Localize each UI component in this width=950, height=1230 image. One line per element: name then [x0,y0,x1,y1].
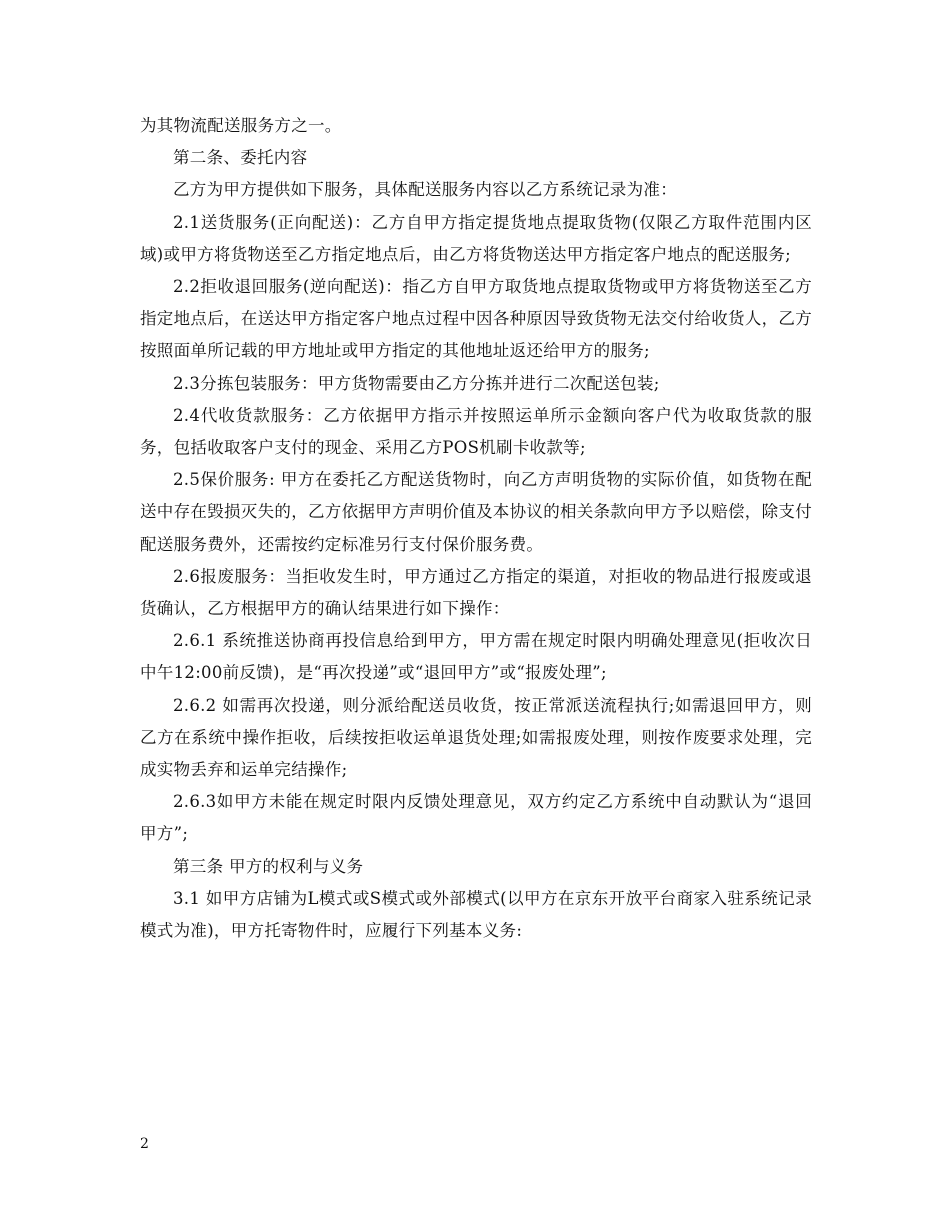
paragraph-services-intro: 乙方为甲方提供如下服务，具体配送服务内容以乙方系统记录为准： [173,180,677,200]
clause-2-5: 2.5保价服务: 甲方在委托乙方配送货物时，向乙方声明货物的实际价值，如货物在配送中存在毁损灭失的，乙方依据甲方声明价值及本协议的相关条款向甲方予以赔偿，除支付配送服务费外，还需按约定标准另行支付保价服务费。 [140,470,812,554]
clause-2-6-1: 2.6.1 系统推送协商再投信息给到甲方，甲方需在规定时限内明确处理意见(拒收次日中午12:00前反馈)，是“再次投递”或“退回甲方”或“报废处理”; [140,631,812,683]
clause-2-2: 2.2拒收退回服务(逆向配送)：指乙方自甲方取货地点提取货物或甲方将货物送至乙方指定地点后，在送达甲方指定客户地点过程中因各种原因导致货物无法交付给收货人，乙方按照面单所记载的甲方地址或甲方指定的其他地址返还给甲方的服务; [140,277,812,361]
clause-2-6: 2.6报废服务：当拒收发生时，甲方通过乙方指定的渠道，对拒收的物品进行报废或退货确认，乙方根据甲方的确认结果进行如下操作： [140,566,812,619]
section-heading-article-2: 第二条、委托内容 [173,148,308,168]
document-body [140,110,812,947]
clause-2-3: 2.3分拣包装服务：甲方货物需要由乙方分拣并进行二次配送包装; [173,373,660,393]
page-number: 2 [140,1136,149,1152]
paragraph-continuation: 为其物流配送服务方之一。 [140,116,342,135]
clause-2-6-2: 2.6.2 如需再次投递，则分派给配送员收货，按正常派送流程执行;如需退回甲方，则乙方在系统中操作拒收，后续按拒收运单退货处理;如需报废处理，则按作废要求处理，完成实物丢弃和运单完结操作; [140,695,812,780]
section-heading-article-3: 第三条 甲方的权利与义务 [173,856,364,876]
clause-2-1: 2.1送货服务(正向配送)：乙方自甲方指定提货地点提取货物(仅限乙方取件范围内区域)或甲方将货物送至乙方指定地点后，由乙方将货物送达甲方指定客户地点的配送服务; [140,212,812,264]
clause-2-6-3: 2.6.3如甲方未能在规定时限内反馈处理意见，双方约定乙方系统中自动默认为“退回甲方”; [140,792,812,844]
clause-3-1: 3.1 如甲方店铺为L模式或S模式或外部模式(以甲方在京东开放平台商家入驻系统记录模式为准)，甲方托寄物件时，应履行下列基本义务: [140,888,812,941]
clause-2-4: 2.4代收货款服务：乙方依据甲方指示并按照运单所示金额向客户代为收取货款的服务，包括收取客户支付的现金、采用乙方POS机刷卡收款等; [140,405,812,458]
